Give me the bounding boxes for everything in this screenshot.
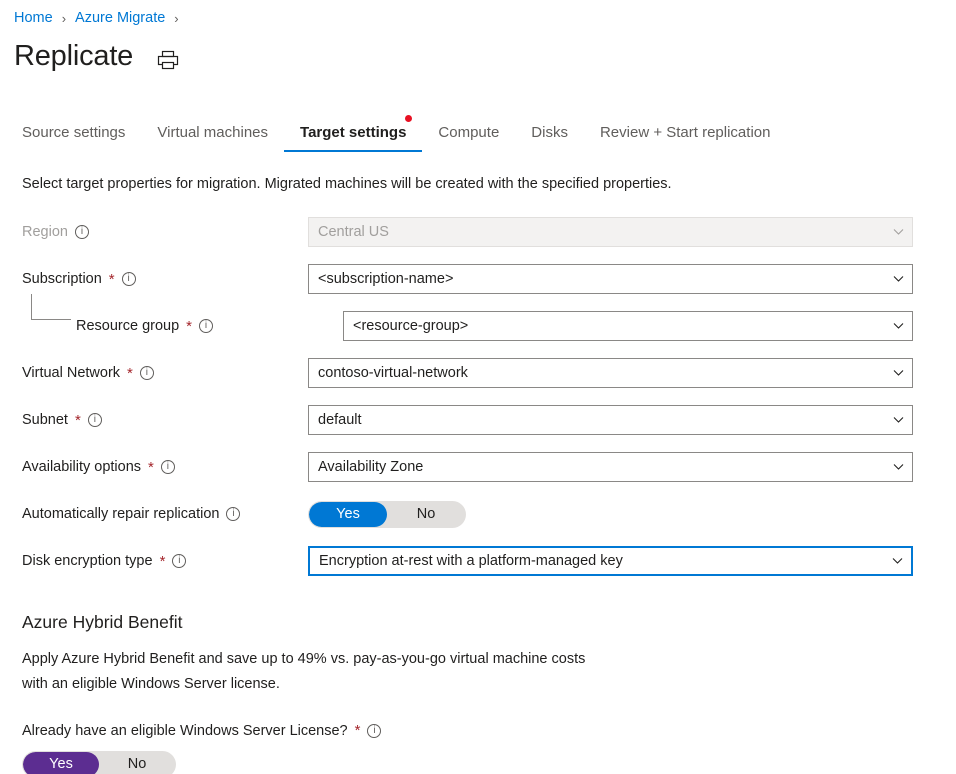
info-icon[interactable]: i <box>199 319 213 333</box>
license-toggle-yes[interactable]: Yes <box>23 752 99 774</box>
page-title: Replicate <box>14 40 134 72</box>
form-row-region <box>0 214 956 250</box>
label-resource-group: Resource group * i <box>0 318 308 334</box>
label-region: Region i <box>0 224 308 240</box>
tab-disks[interactable] <box>515 124 584 150</box>
form-row-virtual-network <box>0 355 956 391</box>
target-settings-form <box>0 214 956 590</box>
tab-label: Source settings <box>22 124 126 141</box>
subnet-select[interactable] <box>308 405 913 435</box>
subnet-value: default <box>318 412 362 428</box>
breadcrumb-item-home[interactable]: Home <box>14 10 53 26</box>
info-icon[interactable]: i <box>75 225 89 239</box>
chevron-down-icon <box>893 274 904 285</box>
tab-label: Target settings <box>300 124 407 141</box>
breadcrumb-chevron-icon: › <box>61 10 67 26</box>
auto-repair-toggle[interactable] <box>308 501 466 528</box>
info-icon[interactable]: i <box>122 272 136 286</box>
info-icon[interactable]: i <box>226 507 240 521</box>
section-title: Azure Hybrid Benefit <box>22 612 183 632</box>
required-asterisk: * <box>186 317 193 335</box>
resource-group-select[interactable] <box>343 311 913 341</box>
printer-icon[interactable] <box>155 47 181 73</box>
form-row-auto-repair <box>0 496 956 532</box>
tab-review-start-replication[interactable] <box>584 124 787 150</box>
auto-repair-toggle-yes[interactable]: Yes <box>309 502 387 527</box>
chevron-down-icon <box>893 368 904 379</box>
breadcrumb <box>14 10 179 26</box>
label-availability-options: Availability options * i <box>0 459 308 475</box>
form-row-subscription <box>0 261 956 297</box>
form-row-disk-encryption <box>0 543 956 579</box>
info-icon[interactable]: i <box>140 366 154 380</box>
auto-repair-toggle-no[interactable]: No <box>416 506 436 522</box>
tab-target-settings[interactable] <box>284 124 422 152</box>
breadcrumb-item-azure-migrate[interactable]: Azure Migrate <box>75 10 166 26</box>
label-virtual-network: Virtual Network * i <box>0 365 308 381</box>
required-asterisk: * <box>354 722 361 740</box>
windows-server-license-toggle[interactable] <box>22 751 176 774</box>
tab-list <box>22 124 786 152</box>
tab-alert-dot-icon <box>405 115 412 122</box>
tab-compute[interactable] <box>422 124 515 150</box>
subscription-select[interactable] <box>308 264 913 294</box>
region-select <box>308 217 913 247</box>
info-icon[interactable]: i <box>367 724 381 738</box>
availability-options-select[interactable] <box>308 452 913 482</box>
disk-encryption-value: Encryption at-rest with a platform-managed key <box>319 553 623 569</box>
availability-options-value: Availability Zone <box>318 459 424 475</box>
license-question-text: Already have an eligible Windows Server License? <box>22 722 348 739</box>
info-icon[interactable]: i <box>88 413 102 427</box>
label-windows-server-license <box>22 723 922 739</box>
form-row-subnet <box>0 402 956 438</box>
tab-label: Virtual machines <box>157 124 269 141</box>
chevron-down-icon <box>893 227 904 238</box>
required-asterisk: * <box>159 552 166 570</box>
required-asterisk: * <box>74 411 81 429</box>
info-icon[interactable]: i <box>161 460 175 474</box>
section-description <box>22 647 672 697</box>
required-asterisk: * <box>127 364 133 382</box>
resource-group-value: <resource-group> <box>353 318 469 334</box>
required-asterisk: * <box>148 458 154 476</box>
label-auto-repair: Automatically repair replication i <box>0 506 308 522</box>
disk-encryption-select[interactable] <box>308 546 913 576</box>
tab-label: Disks <box>531 124 568 141</box>
title-row <box>14 40 181 73</box>
breadcrumb-chevron-icon: › <box>174 10 179 26</box>
label-subnet: Subnet * i <box>0 412 308 428</box>
form-row-availability-options <box>0 449 956 485</box>
section-description-line2: with an eligible Windows Server license. <box>22 675 280 692</box>
chevron-down-icon <box>893 321 904 332</box>
chevron-down-icon <box>892 556 903 567</box>
info-icon[interactable]: i <box>172 554 186 568</box>
azure-hybrid-benefit-section <box>22 612 922 774</box>
form-row-resource-group <box>0 308 956 344</box>
intro-text: Select target properties for migration. Migrated machines will be created with the specified properties. <box>22 176 672 192</box>
virtual-network-select[interactable] <box>308 358 913 388</box>
tab-source-settings[interactable] <box>22 124 141 150</box>
required-asterisk: * <box>108 270 115 288</box>
virtual-network-value: contoso-virtual-network <box>318 365 468 381</box>
tab-label: Review + Start replication <box>599 124 771 141</box>
tab-label: Compute <box>438 124 500 141</box>
section-description-line1: Apply Azure Hybrid Benefit and save up to 49% vs. pay-as-you-go virtual machine costs <box>22 651 586 667</box>
chevron-down-icon <box>893 415 904 426</box>
license-toggle-no[interactable]: No <box>127 756 147 773</box>
tab-virtual-machines[interactable] <box>141 124 284 150</box>
label-disk-encryption: Disk encryption type * i <box>0 553 308 569</box>
indent-connector <box>31 294 71 320</box>
label-subscription: Subscription * i <box>0 271 308 287</box>
region-value: Central US <box>318 224 389 240</box>
license-toggle-wrap <box>22 751 922 774</box>
chevron-down-icon <box>893 462 904 473</box>
subscription-value: <subscription-name> <box>318 271 454 287</box>
